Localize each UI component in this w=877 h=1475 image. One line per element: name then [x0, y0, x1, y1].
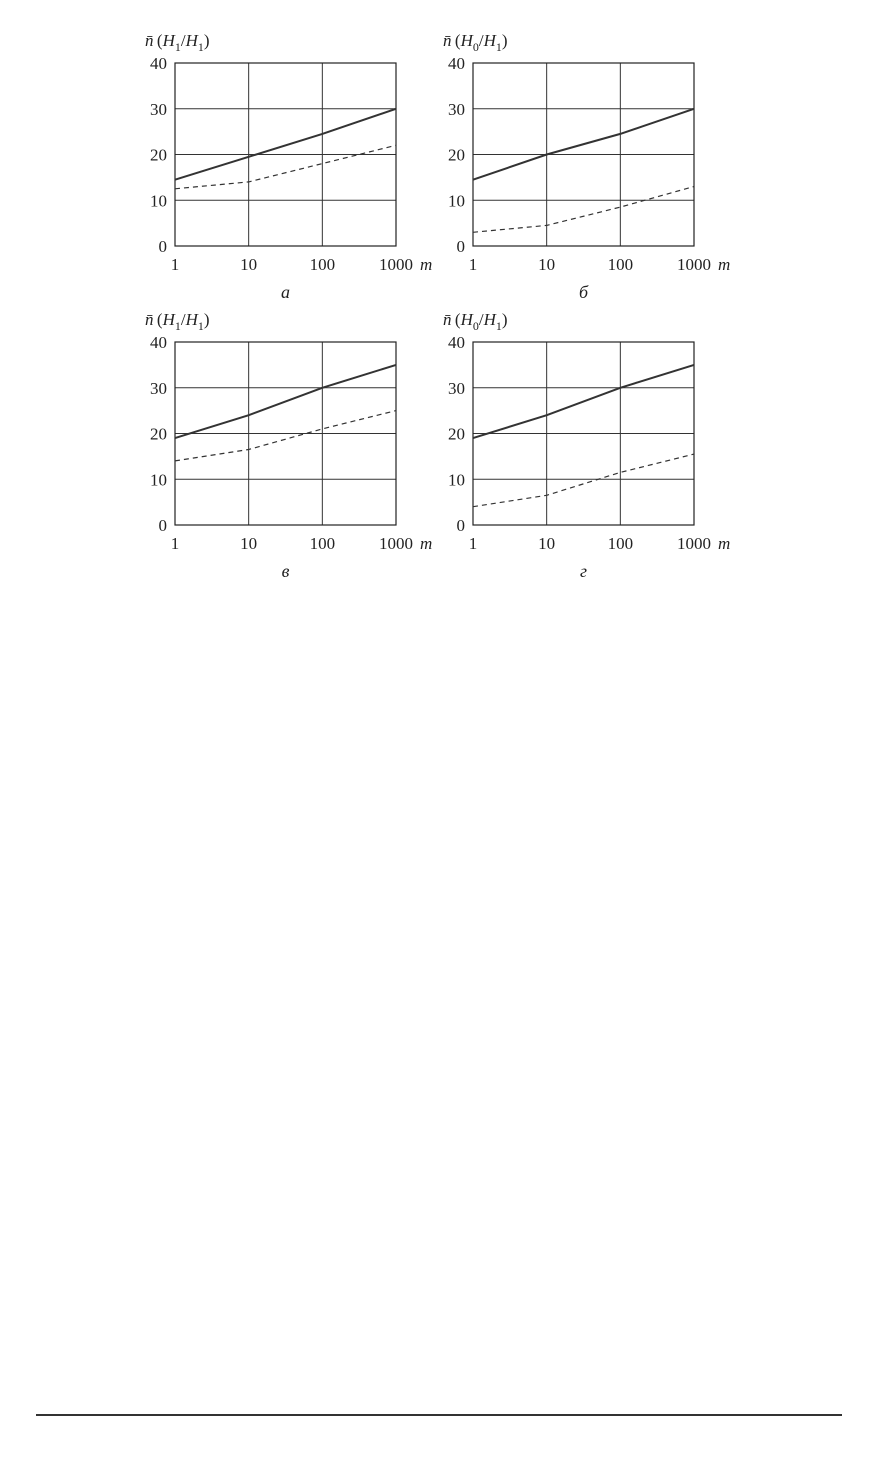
- y-tick-label: 20: [448, 145, 465, 165]
- series-line-dashed: [473, 454, 694, 507]
- y-tick-label: 40: [150, 333, 167, 352]
- y-tick-label: 20: [448, 424, 465, 444]
- y-tick-label: 40: [448, 333, 465, 352]
- panel-label: а: [281, 282, 290, 302]
- y-tick-label: 10: [150, 470, 167, 490]
- x-tick-label: 1: [468, 534, 478, 553]
- y-tick-label: 30: [448, 378, 465, 398]
- y-tick-label: 10: [448, 470, 465, 490]
- bottom-rule: [36, 1414, 842, 1416]
- x-tick-label: 100: [607, 255, 634, 274]
- y-tick-label: 30: [150, 99, 167, 119]
- y-tick-label: 10: [448, 191, 465, 211]
- x-tick-label: 1000: [379, 255, 413, 274]
- y-axis-label: n̄ $(H_0/H_1)$: [443, 310, 508, 333]
- x-tick-label: 1000: [379, 534, 413, 553]
- x-tick-label: 1: [170, 255, 180, 274]
- series-line-solid: [473, 365, 694, 438]
- y-axis-label: n̄ $(H_1/H_1)$: [145, 310, 210, 333]
- x-tick-label: 10: [240, 534, 258, 553]
- y-tick-label: 0: [456, 516, 465, 535]
- series-line-dashed: [175, 411, 396, 461]
- y-axis-label: n̄ $(H_1/H_1)$: [145, 31, 210, 54]
- y-axis-label: n̄ $(H_0/H_1)$: [443, 31, 508, 54]
- y-tick-label: 0: [158, 237, 167, 256]
- panel-label: в: [281, 561, 290, 581]
- series-line-solid: [175, 109, 396, 180]
- y-tick-label: 30: [448, 99, 465, 119]
- chart-panel-3: [145, 310, 432, 581]
- y-tick-label: 0: [456, 237, 465, 256]
- x-tick-label: 100: [309, 534, 336, 553]
- chart-panel-4: [443, 310, 730, 581]
- x-tick-label: 1: [468, 255, 478, 274]
- x-tick-label: 1: [170, 534, 180, 553]
- y-tick-label: 40: [150, 54, 167, 73]
- x-tick-label: 10: [538, 534, 556, 553]
- y-tick-label: 30: [150, 378, 167, 398]
- x-tick-label: 100: [607, 534, 634, 553]
- x-axis-label: m: [718, 534, 731, 553]
- y-tick-label: 40: [448, 54, 465, 73]
- x-axis-label: m: [420, 255, 433, 274]
- chart-panel-1: [145, 31, 432, 302]
- series-line-solid: [175, 365, 396, 438]
- y-tick-label: 10: [150, 191, 167, 211]
- chart-panel-2: [443, 31, 730, 302]
- x-tick-label: 1000: [677, 255, 711, 274]
- x-tick-label: 10: [538, 255, 556, 274]
- x-axis-label: m: [718, 255, 731, 274]
- series-line-dashed: [175, 145, 396, 189]
- x-tick-label: 100: [309, 255, 336, 274]
- series-line-dashed: [473, 187, 694, 233]
- y-tick-label: 0: [158, 516, 167, 535]
- series-line-solid: [473, 109, 694, 180]
- panel-label: г: [579, 561, 588, 581]
- x-axis-label: m: [420, 534, 433, 553]
- panel-label: б: [578, 282, 589, 302]
- y-tick-label: 20: [150, 145, 167, 165]
- y-tick-label: 20: [150, 424, 167, 444]
- x-tick-label: 10: [240, 255, 258, 274]
- x-tick-label: 1000: [677, 534, 711, 553]
